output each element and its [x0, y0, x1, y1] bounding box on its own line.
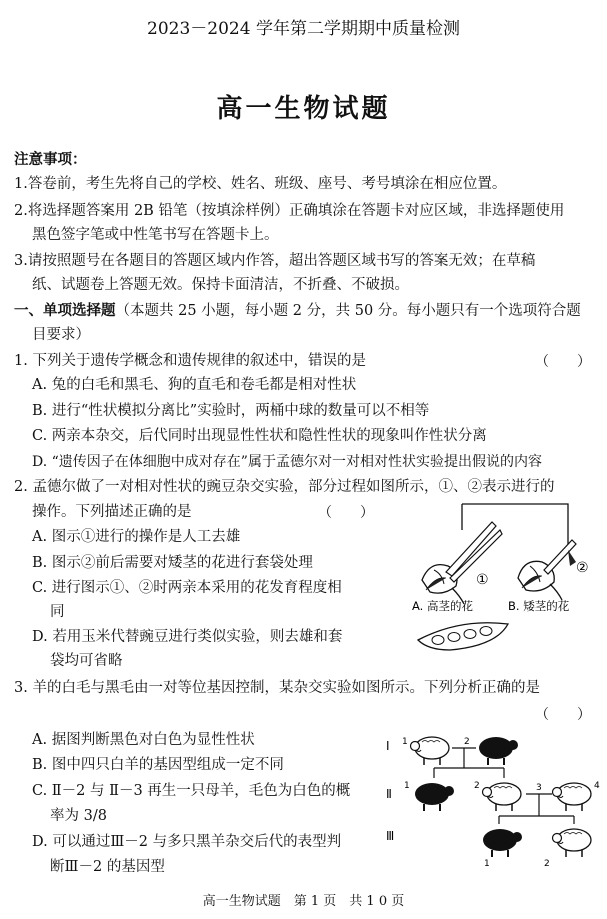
id-iii1: 1	[484, 859, 490, 868]
section-title-line2: 目要求）	[32, 327, 90, 343]
id-iii2: 2	[544, 859, 550, 868]
q2-option-d-cont: 袋均可省略	[50, 653, 123, 669]
q2-option-c-cont: 同	[50, 604, 65, 620]
q1-stem: 1. 下列关于遗传学概念和遗传规律的叙述中，错误的是	[14, 353, 366, 369]
short-stem-flower-icon	[518, 561, 562, 600]
pea-flower-figure	[400, 500, 600, 672]
note-item: 1.答卷前，考生先将自己的学校、姓名、班级、座号、考号填涂在相应位置。	[14, 176, 507, 192]
q3-option-d-cont: 断Ⅲ－2 的基因型	[50, 859, 165, 875]
q2-option-d: D. 若用玉米代替豌豆进行类似实验，则去雄和套	[32, 629, 343, 645]
q2-option-c: C. 进行图示①、②时两亲本采用的花发育程度相	[32, 580, 342, 596]
q2-stem-cont: 操作。下列描述正确的是	[32, 504, 192, 520]
section-title-rest: （本题共 25 小题，每小题 2 分，共 50 分。每小题只有一个选项符合题	[115, 303, 581, 319]
q1-option-a: A. 兔的白毛和黑毛、狗的直毛和卷毛都是相对性状	[32, 377, 357, 393]
q1-option-c: C. 两亲本杂交，后代同时出现显性性状和隐性性状的现象叫作性状分离	[32, 428, 487, 444]
q3-option-c-cont: 率为 3/8	[50, 808, 107, 824]
note-item: 黑色签字笔或中性笔书写在答题卡上。	[32, 227, 279, 243]
notes-heading: 注意事项：	[14, 151, 87, 168]
q3-answer-paren: （ ）	[535, 707, 591, 723]
sheep-ii2-white-icon	[483, 783, 522, 811]
id-ii2: 2	[474, 781, 480, 791]
q2-stem: 2. 孟德尔做了一对相对性状的豌豆杂交实验，部分过程如图所示，①、②表示进行的	[14, 479, 555, 495]
paper-title: 高一生物试题	[216, 94, 391, 124]
sheep-iii1-black-icon	[483, 829, 522, 857]
figure-label-a: A. 高茎的花	[412, 599, 473, 613]
q2-answer-paren: （ ）	[318, 505, 374, 521]
section-title	[14, 301, 581, 321]
figure-label-b: B. 矮茎的花	[508, 599, 570, 613]
sheep-i2-black-icon	[479, 737, 518, 765]
step-2-mark: ②	[576, 560, 589, 576]
sheep-ii1-black-icon	[415, 783, 454, 811]
exam-header: 2023－2024 学年第二学期期中质量检测	[147, 19, 460, 39]
sheep-iii2-white-icon	[553, 829, 592, 857]
page-footer: 高一生物试题 第 1 页 共 1 0 页	[202, 894, 405, 909]
note-item: 纸、试题卷上答题无效。保持卡面清洁，不折叠、不破损。	[32, 277, 409, 293]
q3-stem: 3. 羊的白毛与黑毛由一对等位基因控制，某杂交实验如图所示。下列分析正确的是	[14, 680, 540, 696]
q1-answer-paren: （ ）	[535, 354, 591, 370]
id-i2: 2	[464, 737, 470, 747]
q1-option-b: B. 进行“性状模拟分离比”实验时，两桶中球的数量可以不相等	[32, 403, 430, 419]
pea-pod-icon	[418, 623, 508, 650]
id-ii3: 3	[536, 783, 542, 793]
note-item: 3.请按照题号在各题目的答题区域内作答，超出答题区域书写的答案无效；在草稿	[14, 253, 536, 269]
tweezers-icon	[446, 522, 502, 582]
brush-icon	[544, 540, 576, 574]
q2-option-b: B. 图示②前后需要对矮茎的花进行套袋处理	[32, 555, 313, 571]
step-1-mark: ①	[476, 572, 489, 588]
q3-option-b: B. 图中四只白羊的基因型组成一定不同	[32, 757, 284, 773]
id-ii1: 1	[404, 781, 410, 791]
sheep-pedigree-figure	[384, 728, 604, 868]
sheep-ii3-white-icon	[553, 783, 592, 811]
q3-option-c: C. Ⅱ－2 与 Ⅱ－3 再生一只母羊，毛色为白色的概	[32, 783, 351, 799]
q2-option-a: A. 图示①进行的操作是人工去雄	[32, 529, 241, 545]
id-ii4: 4	[594, 781, 600, 791]
generation-1-label: Ⅰ	[386, 739, 390, 753]
generation-2-label: Ⅱ	[386, 787, 392, 801]
q1-option-d: D. “遗传因子在体细胞中成对存在”属于孟德尔对一对相对性状实验提出假说的内容	[32, 454, 542, 470]
section-title-bold: 一、单项选择题	[14, 302, 116, 319]
generation-3-label: Ⅲ	[386, 829, 395, 843]
note-item: 2.将选择题答案用 2B 铅笔（按填涂样例）正确填涂在答题卡对应区域，非选择题使用	[14, 203, 565, 219]
id-i1: 1	[402, 737, 408, 747]
q3-option-d: D. 可以通过Ⅲ－2 与多只黑羊杂交后代的表型判	[32, 834, 342, 850]
sheep-i1-white-icon	[411, 737, 450, 765]
q3-option-a: A. 据图判断黑色对白色为显性性状	[32, 732, 255, 748]
